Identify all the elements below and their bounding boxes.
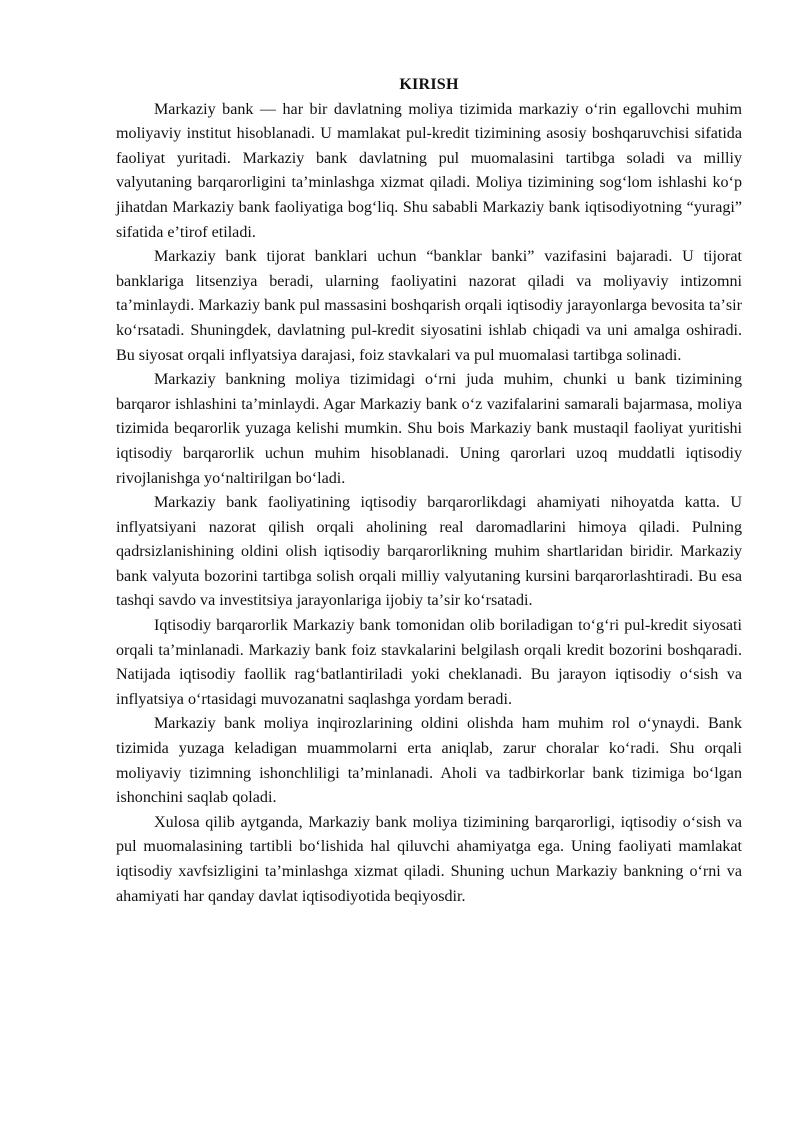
paragraph-4: Markaziy bank faoliyatining iqtisodiy barqarorlikdagi ahamiyati nihoyatda katta. U inflyatsiyani nazorat qilish orqali aholining real daromadlarini himoya qiladi. Pulning qadrsizlanishining oldini olish iqtisodiy barqarorlikning muhim shartlaridan biridir. Markaziy bank valyuta bozorini tartibga solish orqali milliy valyutaning kursini barqarorlashtiradi. Bu esa tashqi savdo va investitsiya jarayonlariga ijobiy taʼsir koʻrsatadi. <box>116 494 742 610</box>
paragraph-1: Markaziy bank — har bir davlatning moliya tizimida markaziy oʻrin egallovchi muhim moliyaviy institut hisoblanadi. U mamlakat pul-kredit tizimining asosiy boshqaruvchisi sifatida faoliyat yuritadi. Markaziy bank davlatning pul muomalasini tartibga soladi va milliy valyutaning barqarorligini taʼminlashga xizmat qiladi. Moliya tizimining sogʻlom ishlashi koʻp jihatdan Markaziy bank faoliyatiga bogʻliq. Shu sababli Markaziy bank iqtisodiyotning “yuragi” sifatida eʼtirof etiladi. <box>116 100 742 241</box>
document-title: KIRISH <box>399 76 459 93</box>
paragraph-7: Xulosa qilib aytganda, Markaziy bank moliya tizimining barqarorligi, iqtisodiy oʻsish va pul muomalasining tartibli boʻlishida hal qiluvchi ahamiyatga ega. Uning faoliyati mamlakat iqtisodiy xavfsizligini taʼminlashga xizmat qiladi. Shuning uchun Markaziy bankning oʻrni va ahamiyati har qanday davlat iqtisodiyotida beqiyosdir. <box>116 813 742 905</box>
paragraph-2: Markaziy bank tijorat banklari uchun “banklar banki” vazifasini bajaradi. U tijorat banklariga litsenziya beradi, ularning faoliyatini nazorat qiladi va moliyaviy intizomni taʼminlaydi. Markaziy bank pul massasini boshqarish orqali iqtisodiy jarayonlarga bevosita taʼsir koʻrsatadi. Shuningdek, davlatning pul-kredit siyosatini ishlab chiqadi va uni amalga oshiradi. Bu siyosat orqali inflyatsiya darajasi, foiz stavkalari va pul muomalasi tartibga solinadi. <box>116 248 742 364</box>
paragraph-5: Iqtisodiy barqarorlik Markaziy bank tomonidan olib boriladigan toʻgʻri pul-kredit siyosati orqali taʼminlanadi. Markaziy bank foiz stavkalarini belgilash orqali kredit bozorini boshqaradi. Natijada iqtisodiy faollik ragʻbatlantiriladi yoki cheklanadi. Bu jarayon iqtisodiy oʻsish va inflyatsiya oʻrtasidagi muvozanatni saqlashga yordam beradi. <box>116 617 742 708</box>
document-page <box>116 73 742 909</box>
paragraph-3: Markaziy bankning moliya tizimidagi oʻrni juda muhim, chunki u bank tizimining barqaror ishlashini taʼminlaydi. Agar Markaziy bank oʻz vazifalarini samarali bajarmasa, moliya tizimida beqarorlik yuzaga kelishi mumkin. Shu bois Markaziy bank mustaqil faoliyat yuritishi iqtisodiy barqarorlik uchun muhim hisoblanadi. Uning qarorlari uzoq muddatli iqtisodiy rivojlanishga yoʻnaltirilgan boʻladi. <box>116 371 742 487</box>
paragraph-6: Markaziy bank moliya inqirozlarining oldini olishda ham muhim rol oʻynaydi. Bank tizimida yuzaga keladigan muammolarni erta aniqlab, zarur choralar koʻradi. Shu orqali moliyaviy tizimning ishonchliligi taʼminlanadi. Aholi va tadbirkorlar bank tizimiga boʻlgan ishonchini saqlab qoladi. <box>116 715 742 807</box>
